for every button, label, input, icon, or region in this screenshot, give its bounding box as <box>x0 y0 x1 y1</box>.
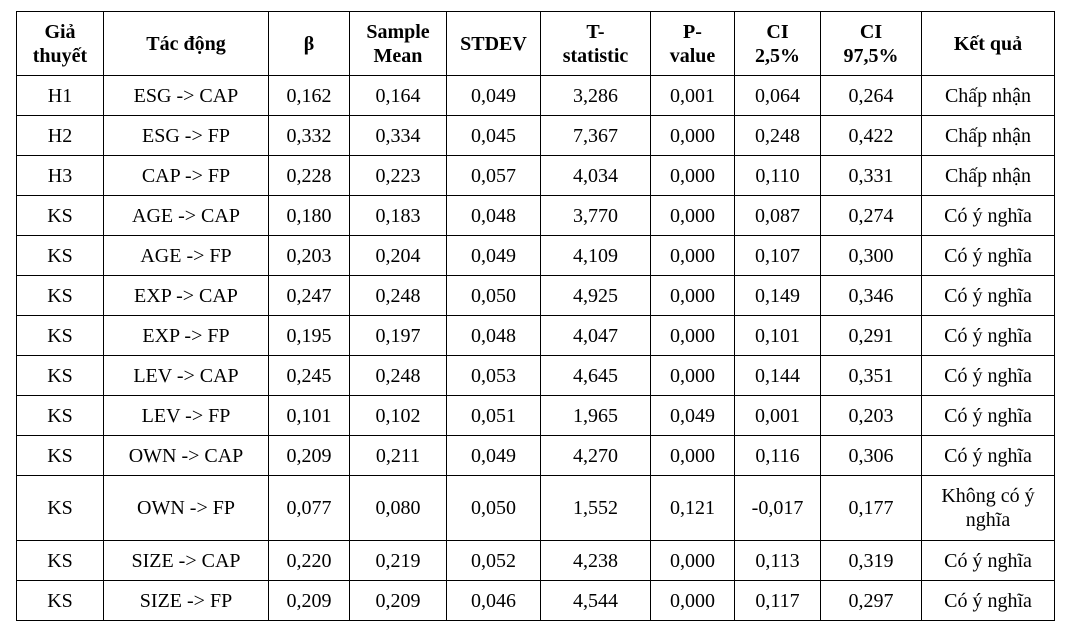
table-cell: Có ý nghĩa <box>922 581 1055 621</box>
table-row <box>17 196 1055 236</box>
table-cell: 0,046 <box>447 581 541 621</box>
table-cell: 0,197 <box>350 316 447 356</box>
column-header <box>269 12 350 76</box>
column-header <box>350 12 447 76</box>
table-cell: 0,121 <box>651 476 735 541</box>
column-header-line: T- <box>586 20 605 43</box>
table-cell: 0,049 <box>447 76 541 116</box>
table-cell: 0,209 <box>350 581 447 621</box>
table-cell: 0,048 <box>447 196 541 236</box>
table-cell: KS <box>17 396 104 436</box>
table-cell: -0,017 <box>735 476 821 541</box>
table-cell: 0,000 <box>651 196 735 236</box>
column-header-line: Giả <box>44 20 76 43</box>
table-cell: 1,552 <box>541 476 651 541</box>
table-cell: 0,332 <box>269 116 350 156</box>
table-cell: 4,645 <box>541 356 651 396</box>
column-header <box>651 12 735 76</box>
table-cell: 0,107 <box>735 236 821 276</box>
table-cell: 0,248 <box>350 356 447 396</box>
table-cell: SIZE -> FP <box>104 581 269 621</box>
table-cell: 0,000 <box>651 356 735 396</box>
table-cell: KS <box>17 476 104 541</box>
hypothesis-results-table <box>16 11 1055 621</box>
table-cell: 4,238 <box>541 541 651 581</box>
table-cell: 0,000 <box>651 236 735 276</box>
table-cell: 3,770 <box>541 196 651 236</box>
table-cell: 4,925 <box>541 276 651 316</box>
table-cell: 0,220 <box>269 541 350 581</box>
table-row <box>17 236 1055 276</box>
table-cell: 0,209 <box>269 436 350 476</box>
table-cell: 0,346 <box>821 276 922 316</box>
table-cell: 0,000 <box>651 581 735 621</box>
table-cell: H1 <box>17 76 104 116</box>
table-row <box>17 541 1055 581</box>
table-cell: 0,248 <box>350 276 447 316</box>
table-cell: 4,047 <box>541 316 651 356</box>
table-cell: 0,149 <box>735 276 821 316</box>
table-cell: 0,000 <box>651 116 735 156</box>
table-cell: AGE -> CAP <box>104 196 269 236</box>
table-cell: 0,334 <box>350 116 447 156</box>
table-cell: OWN -> CAP <box>104 436 269 476</box>
table-cell: Có ý nghĩa <box>922 436 1055 476</box>
table-cell: 0,228 <box>269 156 350 196</box>
table-row <box>17 76 1055 116</box>
table-cell: Có ý nghĩa <box>922 316 1055 356</box>
table-cell: KS <box>17 196 104 236</box>
table-cell: 0,049 <box>651 396 735 436</box>
column-header <box>447 12 541 76</box>
column-header-line: CI <box>859 20 883 43</box>
table-cell: 0,049 <box>447 436 541 476</box>
table-cell: 0,180 <box>269 196 350 236</box>
table-cell: 0,319 <box>821 541 922 581</box>
table-row <box>17 156 1055 196</box>
table-cell: 0,101 <box>735 316 821 356</box>
column-header-line: Tác động <box>146 32 226 55</box>
table-cell: Có ý nghĩa <box>922 541 1055 581</box>
table-cell: 0,000 <box>651 156 735 196</box>
table-cell: 0,087 <box>735 196 821 236</box>
table-cell: 3,286 <box>541 76 651 116</box>
column-header-line: value <box>669 44 716 67</box>
table-cell: Có ý nghĩa <box>922 396 1055 436</box>
column-header-line: CI <box>766 20 789 43</box>
table-cell: 0,351 <box>821 356 922 396</box>
table-cell: 0,053 <box>447 356 541 396</box>
table-cell: KS <box>17 581 104 621</box>
table-row <box>17 436 1055 476</box>
table-cell: 0,001 <box>735 396 821 436</box>
table-cell: 0,183 <box>350 196 447 236</box>
table-cell: 0,116 <box>735 436 821 476</box>
table-cell: Có ý nghĩa <box>922 356 1055 396</box>
table-cell: Có ý nghĩa <box>922 196 1055 236</box>
table-cell: Chấp nhận <box>922 76 1055 116</box>
table-cell: H3 <box>17 156 104 196</box>
table-cell: 0,101 <box>269 396 350 436</box>
table-cell: KS <box>17 356 104 396</box>
table-row <box>17 476 1055 541</box>
table-cell: 0,052 <box>447 541 541 581</box>
table-cell: 4,544 <box>541 581 651 621</box>
table-cell: 0,300 <box>821 236 922 276</box>
table-cell: 0,064 <box>735 76 821 116</box>
table-row <box>17 581 1055 621</box>
table-cell: 0,306 <box>821 436 922 476</box>
column-header-line: P- <box>683 20 702 43</box>
table-cell: 0,113 <box>735 541 821 581</box>
table-cell: 4,270 <box>541 436 651 476</box>
table-cell: AGE -> FP <box>104 236 269 276</box>
table-cell: 0,291 <box>821 316 922 356</box>
table-cell: Chấp nhận <box>922 116 1055 156</box>
table-cell: 0,110 <box>735 156 821 196</box>
table-cell: 0,204 <box>350 236 447 276</box>
table-cell: 0,177 <box>821 476 922 541</box>
column-header-line: STDEV <box>460 32 527 55</box>
table-cell: KS <box>17 236 104 276</box>
table-row <box>17 356 1055 396</box>
table-cell: EXP -> CAP <box>104 276 269 316</box>
column-header <box>104 12 269 76</box>
column-header-line: Sample <box>366 20 430 43</box>
column-header <box>541 12 651 76</box>
table-cell: Có ý nghĩa <box>922 276 1055 316</box>
table-cell: 0,331 <box>821 156 922 196</box>
table-cell: KS <box>17 316 104 356</box>
table-cell: SIZE -> CAP <box>104 541 269 581</box>
table-body <box>17 76 1055 621</box>
column-header <box>735 12 821 76</box>
column-header-line: Mean <box>373 44 423 67</box>
table-cell: KS <box>17 276 104 316</box>
table-cell: 0,247 <box>269 276 350 316</box>
table-cell: 0,102 <box>350 396 447 436</box>
table-cell: 0,248 <box>735 116 821 156</box>
column-header-line: 97,5% <box>843 44 899 67</box>
table-row <box>17 316 1055 356</box>
column-header <box>821 12 922 76</box>
table-cell: 0,077 <box>269 476 350 541</box>
table-cell: 0,049 <box>447 236 541 276</box>
table-cell: 0,050 <box>447 276 541 316</box>
table-cell: 0,000 <box>651 276 735 316</box>
column-header-line: 2,5% <box>755 44 800 67</box>
table-cell: ESG -> CAP <box>104 76 269 116</box>
table-cell: 0,264 <box>821 76 922 116</box>
table-row <box>17 116 1055 156</box>
table-cell: 0,000 <box>651 436 735 476</box>
table-cell: 7,367 <box>541 116 651 156</box>
table-cell: 0,297 <box>821 581 922 621</box>
table-cell: 0,203 <box>269 236 350 276</box>
table-cell: ESG -> FP <box>104 116 269 156</box>
table-cell: 4,109 <box>541 236 651 276</box>
column-header-line: β <box>303 32 315 55</box>
column-header-line: statistic <box>562 44 629 67</box>
table-cell: OWN -> FP <box>104 476 269 541</box>
table-cell: 0,080 <box>350 476 447 541</box>
table-row <box>17 276 1055 316</box>
table-cell: 0,045 <box>447 116 541 156</box>
column-header-line: thuyết <box>32 44 88 67</box>
table-cell: EXP -> FP <box>104 316 269 356</box>
table-cell: 4,034 <box>541 156 651 196</box>
table-cell: 0,162 <box>269 76 350 116</box>
table-cell: 1,965 <box>541 396 651 436</box>
table-cell: 0,048 <box>447 316 541 356</box>
table-cell: KS <box>17 436 104 476</box>
table-cell: 0,219 <box>350 541 447 581</box>
column-header-line: Kết quả <box>953 32 1023 55</box>
table-cell: 0,000 <box>651 541 735 581</box>
table-cell: CAP -> FP <box>104 156 269 196</box>
table-cell: 0,164 <box>350 76 447 116</box>
table-row <box>17 396 1055 436</box>
table-cell: 0,117 <box>735 581 821 621</box>
table-header-row <box>17 12 1055 76</box>
table-cell: 0,001 <box>651 76 735 116</box>
table-cell: 0,223 <box>350 156 447 196</box>
table-cell: LEV -> FP <box>104 396 269 436</box>
table-cell: 0,050 <box>447 476 541 541</box>
table-cell: 0,274 <box>821 196 922 236</box>
table-cell: 0,422 <box>821 116 922 156</box>
table-cell: Không có ý nghĩa <box>922 476 1055 541</box>
table-cell: 0,245 <box>269 356 350 396</box>
table-cell: 0,209 <box>269 581 350 621</box>
column-header <box>922 12 1055 76</box>
table-cell: KS <box>17 541 104 581</box>
table-cell: 0,195 <box>269 316 350 356</box>
table-cell: 0,057 <box>447 156 541 196</box>
table-cell: LEV -> CAP <box>104 356 269 396</box>
column-header <box>17 12 104 76</box>
table-cell: 0,000 <box>651 316 735 356</box>
table-cell: H2 <box>17 116 104 156</box>
table-cell: 0,211 <box>350 436 447 476</box>
table-cell: Có ý nghĩa <box>922 236 1055 276</box>
table-cell: 0,051 <box>447 396 541 436</box>
table-cell: 0,144 <box>735 356 821 396</box>
table-cell: Chấp nhận <box>922 156 1055 196</box>
table-cell: 0,203 <box>821 396 922 436</box>
